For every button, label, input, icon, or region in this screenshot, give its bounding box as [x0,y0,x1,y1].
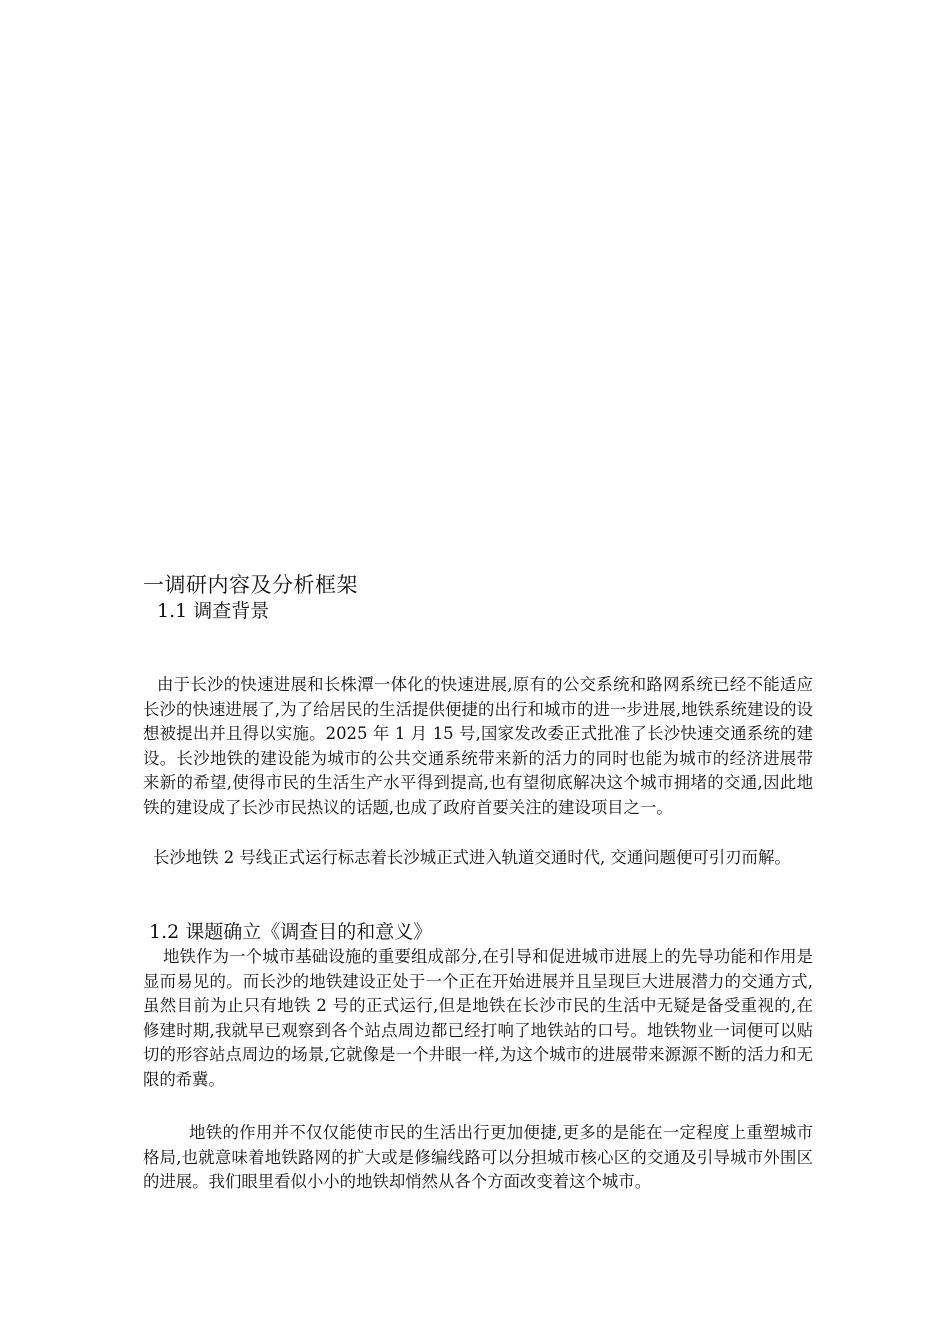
paragraph-background-1: 由于长沙的快速进展和长株潭一体化的快速进展,原有的公交系统和路网系统已经不能适应长沙的快速进展了,为了给居民的生活提供便捷的出行和城市的进一步进展,地铁系统建设的设想被提出并且得以实施。2025 年 1 月 15 号,国家发改委正式批准了长沙快速交通系统的建设。长沙地铁的建设能为城市的公共交通系统带来新的活力的同时也能为城市的经济进展带来新的希望,使得市民的生活生产水平得到提高,也有望彻底解决这个城市拥堵的交通,因此地铁的建设成了长沙市民热议的话题,也成了政府首要关注的建设项目之一。 [143,675,813,817]
section-heading-survey-background: 1.1 调查背景 [157,600,270,622]
chapter-heading: 一调研内容及分析框架 [143,573,358,597]
paragraph-purpose-1: 地铁作为一个城市基础设施的重要组成部分,在引导和促进城市进展上的先导功能和作用是显而易见的。而长沙的地铁建设正处于一个正在开始进展并且呈现巨大进展潜力的交通方式,虽然目前为止只有地铁 2 号的正式运行,但是地铁在长沙市民的生活中无疑是备受重视的,在修建时期,我就早已观察到各个站点周边都已经打响了地铁站的口号。地铁物业一词便可以贴切的形容站点周边的场景,它就像是一个井眼一样,为这个城市的进展带来源源不断的活力和无限的希冀。 [143,947,813,1089]
section-heading-purpose: 1.2 课题确立《调查目的和意义》 [149,921,433,943]
paragraph-background-2: 长沙地铁 2 号线正式运行标志着长沙城正式进入轨道交通时代, 交通问题便可引刃而解。 [153,848,791,867]
paragraph-purpose-2: 地铁的作用并不仅仅能使市民的生活出行更加便捷,更多的是能在一定程度上重塑城市格局,也就意味着地铁路网的扩大或是修编线路可以分担城市核心区的交通及引导城市外围区的进展。我们眼里看似小小的地铁却悄然从各个方面改变着这个城市。 [143,1123,813,1192]
